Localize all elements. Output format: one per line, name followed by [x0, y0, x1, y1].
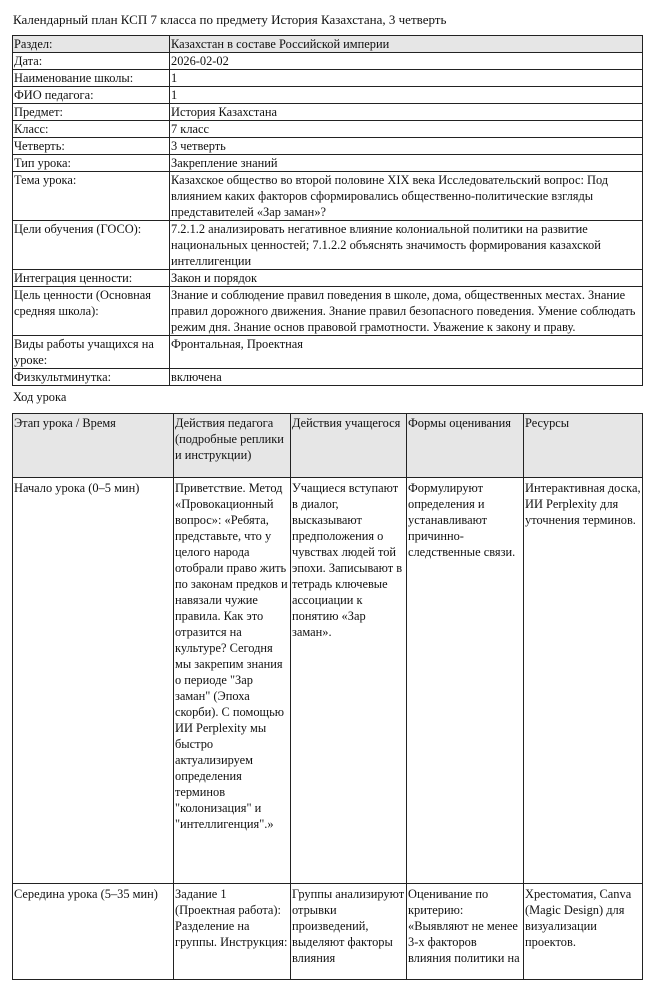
resources-cell: Интерактивная доска, ИИ Perplexity для уточнения терминов.: [524, 478, 643, 884]
meta-key: Тема урока:: [13, 172, 170, 221]
assessment-cell: Формулируют определения и устанавливают причинно-следственные связи.: [407, 478, 524, 884]
meta-key: ФИО педагога:: [13, 87, 170, 104]
teacher-actions-cell: Задание 1 (Проектная работа): Разделение на группы. Инструкция:: [174, 884, 291, 980]
column-header-teacher: Действия педагога (подробные реплики и инструкции): [174, 414, 291, 478]
meta-row-topic: [13, 172, 643, 221]
student-actions-cell: Группы анализируют отрывки произведений, выделяют факторы влияния: [291, 884, 407, 980]
column-header-stage: Этап урока / Время: [13, 414, 174, 478]
column-header-resources: Ресурсы: [524, 414, 643, 478]
column-header-student: Действия учащегося: [291, 414, 407, 478]
meta-row-lesson-type: [13, 155, 643, 172]
lesson-plan-table: [12, 413, 643, 980]
meta-value: История Казахстана: [170, 104, 643, 121]
section-title: Ход урока: [13, 390, 67, 404]
assessment-cell: Оценивание по критерию: «Выявляют не менее 3-х факторов влияния политики на: [407, 884, 524, 980]
meta-value: 2026-02-02: [170, 53, 643, 70]
meta-row-subject: [13, 104, 643, 121]
table-row: [13, 884, 643, 980]
meta-key: Предмет:: [13, 104, 170, 121]
meta-key: Виды работы учащихся на уроке:: [13, 336, 170, 369]
lesson-table-header: [13, 414, 643, 478]
meta-value: Знание и соблюдение правил поведения в школе, дома, общественных местах. Знание правил дорожного движения. Знание правил безопасного поведения. Умение соблюдать режим дня. Знание основ правовой грамотности. Уважение к закону и праву.: [170, 287, 643, 336]
meta-value: включена: [170, 369, 643, 386]
meta-row-school: [13, 70, 643, 87]
meta-value: 3 четверть: [170, 138, 643, 155]
meta-row-exercise-break: [13, 369, 643, 386]
meta-key: Цель ценности (Основная средняя школа):: [13, 287, 170, 336]
meta-row-class: [13, 121, 643, 138]
page-title: Календарный план КСП 7 класса по предмету История Казахстана, 3 четверть: [13, 12, 447, 27]
meta-key: Раздел:: [13, 36, 170, 53]
meta-value: Казахское общество во второй половине XIX века Исследовательский вопрос: Под влиянием каких факторов сформировались общественно-политические взгляды представителей «Зар заман»?: [170, 172, 643, 221]
student-actions-cell: Учащиеся вступают в диалог, высказывают предположения о чувствах людей той эпохи. Записывают в тетрадь ключевые ассоциации к понятию «Зар заман».: [291, 478, 407, 884]
meta-row-section: [13, 36, 643, 53]
meta-row-work-types: [13, 336, 643, 369]
meta-value: 1: [170, 87, 643, 104]
meta-row-value-goal: [13, 287, 643, 336]
teacher-actions-cell: Приветствие. Метод «Провокационный вопрос»: «Ребята, представьте, что у целого народа отобрали право жить по законам предков и навязали чужие правила. Как это отразится на культуре? Сегодня мы закрепим знания о периоде "Зар заман" (Эпоха скорби). С помощью ИИ Perplexity мы быстро актуализируем определения терминов "колонизация" и "интеллигенция".»: [174, 478, 291, 884]
meta-value: Казахстан в составе Российской империи: [170, 36, 643, 53]
meta-key: Цели обучения (ГОСО):: [13, 221, 170, 270]
resources-cell: Хрестоматия, Canva (Magic Design) для визуализации проектов.: [524, 884, 643, 980]
stage-cell: Середина урока (5–35 мин): [13, 884, 174, 980]
meta-key: Тип урока:: [13, 155, 170, 172]
meta-key: Наименование школы:: [13, 70, 170, 87]
table-row: [13, 478, 643, 884]
meta-key: Класс:: [13, 121, 170, 138]
meta-value: 7 класс: [170, 121, 643, 138]
meta-key: Четверть:: [13, 138, 170, 155]
meta-value: 1: [170, 70, 643, 87]
meta-key: Физкультминутка:: [13, 369, 170, 386]
meta-row-date: [13, 53, 643, 70]
meta-row-quarter: [13, 138, 643, 155]
column-header-assessment: Формы оценивания: [407, 414, 524, 478]
meta-row-value-integration: [13, 270, 643, 287]
meta-value: Закрепление знаний: [170, 155, 643, 172]
meta-row-goals: [13, 221, 643, 270]
meta-value: Закон и порядок: [170, 270, 643, 287]
stage-cell: Начало урока (0–5 мин): [13, 478, 174, 884]
meta-value: 7.2.1.2 анализировать негативное влияние колониальной политики на развитие национальных ценностей; 7.1.2.2 объяснять значимость формирования казахской интеллигенции: [170, 221, 643, 270]
meta-value: Фронтальная, Проектная: [170, 336, 643, 369]
meta-row-teacher: [13, 87, 643, 104]
meta-key: Дата:: [13, 53, 170, 70]
lesson-info-table: [12, 35, 643, 386]
meta-key: Интеграция ценности:: [13, 270, 170, 287]
